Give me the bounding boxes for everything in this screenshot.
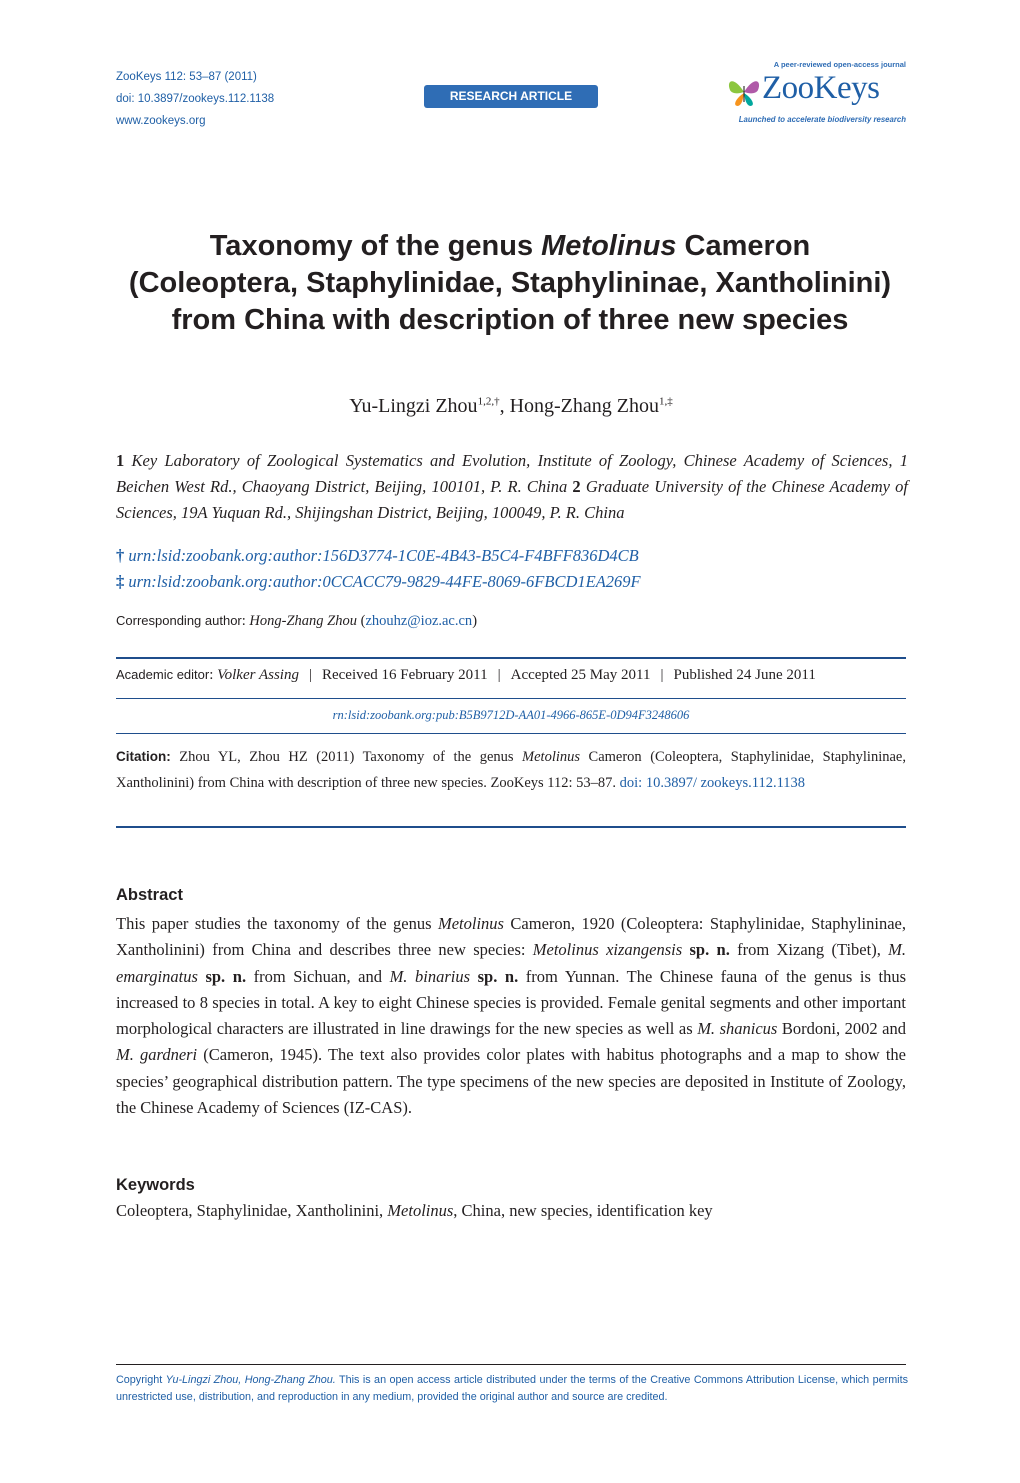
journal-reference: ZooKeys 112: 53–87 (2011) bbox=[116, 71, 257, 83]
author-name: Hong-Zhang Zhou bbox=[509, 395, 659, 417]
copyright-holders: Yu-Lingzi Zhou, Hong-Zhang Zhou. bbox=[165, 1374, 336, 1386]
abstract-species: Metolinus xizangensis bbox=[532, 940, 683, 960]
colon: : bbox=[209, 667, 218, 683]
affiliation-text: Graduate University of the Chinese Academy of Sciences, 19A Yuquan Rd., Shijingshan District, Beijing, 100049, P. R. China bbox=[116, 477, 908, 522]
dagger-mark: † bbox=[116, 546, 125, 565]
academic-editor-label: Academic editor bbox=[116, 667, 210, 682]
abstract-genus: Metolinus bbox=[437, 914, 504, 933]
affiliation-number: 1 bbox=[116, 451, 125, 470]
editorial-dates bbox=[116, 667, 906, 684]
citation-label: Citation: bbox=[116, 749, 171, 764]
title-line-2: (Coleoptera, Staphylinidae, Staphylininae, Xantholinini) bbox=[128, 267, 892, 299]
colon: : bbox=[241, 613, 250, 629]
abstract-sp-n: sp. n. bbox=[682, 940, 730, 960]
title-line-1 bbox=[90, 228, 930, 265]
publication-lsid-link[interactable]: rn:lsid:zoobank.org:pub:B5B9712D-AA01-4966-865E-0D94F3248606 bbox=[332, 708, 690, 722]
corresponding-author bbox=[116, 613, 477, 630]
keywords-genus: Metolinus bbox=[387, 1201, 454, 1220]
separator: | bbox=[497, 667, 501, 683]
abstract-sp-n: sp. n. bbox=[197, 966, 247, 986]
abstract-text: from Xizang (Tibet), bbox=[729, 940, 889, 960]
footer-divider bbox=[116, 1364, 906, 1365]
title-text: Taxonomy of the genus bbox=[209, 230, 542, 262]
zookeys-logo bbox=[724, 60, 908, 128]
received-date: Received 16 February 2011 bbox=[321, 667, 488, 683]
logo-tagline: A peer-reviewed open-access journal bbox=[773, 60, 906, 69]
citation-text: Zhou YL, Zhou HZ (2011) Taxonomy of the genus bbox=[170, 749, 523, 765]
corresponding-author-label: Corresponding author bbox=[116, 613, 242, 628]
citation-genus: Metolinus bbox=[522, 749, 581, 765]
abstract-species: M. emarginatus bbox=[116, 940, 907, 986]
divider-middle-2 bbox=[116, 733, 906, 734]
journal-header-info bbox=[116, 66, 274, 132]
lsid-row bbox=[116, 569, 641, 595]
divider-top bbox=[116, 657, 906, 659]
paren: ( bbox=[356, 613, 366, 629]
abstract-species: M. binarius bbox=[389, 966, 471, 986]
author-list bbox=[116, 395, 906, 418]
abstract-text: from Sichuan, and bbox=[246, 966, 390, 986]
corresponding-author-name: Hong-Zhang Zhou bbox=[249, 613, 357, 629]
published-date: Published 24 June 2011 bbox=[673, 667, 816, 683]
affiliation-text: Key Laboratory of Zoological Systematics and Evolution, Institute of Zoology, Chinese Academy of Sciences, 1 Beichen West Rd., Chaoyang District, Beijing, 100101, P. R. China bbox=[116, 451, 908, 496]
citation bbox=[116, 744, 906, 796]
author-affiliation-marks: 1,‡ bbox=[658, 395, 673, 408]
abstract-heading: Abstract bbox=[116, 886, 183, 904]
affiliation-number: 2 bbox=[572, 477, 581, 496]
abstract-body bbox=[116, 911, 906, 1121]
abstract-text: from Yunnan. The Chinese fauna of the genus is thus increased to 8 species in total. A key to eight Chinese species is provided. Female genital segments and other important morphological characters are illustrated in line drawings for the new species as well as bbox=[116, 966, 907, 1039]
abstract-species: M. gardneri bbox=[116, 1045, 198, 1065]
copyright-notice bbox=[116, 1372, 908, 1406]
keywords-heading: Keywords bbox=[116, 1176, 195, 1194]
citation-doi-label[interactable]: doi: bbox=[619, 775, 643, 791]
copyright-text: Copyright bbox=[116, 1374, 166, 1386]
author-separator: , bbox=[499, 395, 510, 417]
article-doi[interactable]: doi: 10.3897/zookeys.112.1138 bbox=[116, 93, 275, 105]
research-article-badge: RESEARCH ARTICLE bbox=[424, 85, 598, 108]
accepted-date: Accepted 25 May 2011 bbox=[510, 667, 651, 683]
divider-bottom bbox=[116, 826, 906, 828]
academic-editor-name[interactable]: Volker Assing bbox=[217, 667, 299, 683]
separator: | bbox=[660, 667, 664, 683]
citation-doi-link[interactable]: 10.3897/ zookeys.112.1138 bbox=[645, 775, 806, 791]
corresponding-author-email[interactable]: zhouhz@ioz.ac.cn bbox=[365, 613, 473, 629]
copyright-text: This is an open access article distributed under the terms of the Creative Commons Attribution License, which permits unrestricted use, distribution, and reproduction in any medium, provided the original author and source are credited. bbox=[116, 1374, 908, 1403]
abstract-text: (Cameron, 1945). The text also provides color plates with habitus photographs and a map to show the species’ geographical distribution pattern. The type specimens of the new species are deposited in Institute of Zoology, the Chinese Academy of Sciences (IZ-CAS). bbox=[116, 1045, 907, 1118]
abstract-text: Bordoni, 2002 and bbox=[777, 1019, 906, 1039]
keywords-list bbox=[116, 1201, 906, 1221]
title-line-3: from China with description of three new species bbox=[171, 304, 849, 336]
paren: ) bbox=[472, 613, 478, 629]
keywords-text: Coleoptera, Staphylinidae, Xantholinini, bbox=[116, 1201, 388, 1220]
abstract-text: Cameron, 1920 (Coleoptera: Staphylinidae, Staphylininae, Xantholinini) from China and describes three new species: bbox=[116, 914, 906, 960]
author-lsids bbox=[116, 543, 641, 595]
author-name: Yu-Lingzi Zhou bbox=[349, 395, 478, 417]
keywords-text: , China, new species, identification key bbox=[453, 1201, 713, 1220]
logo-name: ZooKeys bbox=[762, 70, 880, 106]
affiliations bbox=[116, 448, 908, 526]
author-affiliation-marks: 1,2,† bbox=[477, 395, 500, 408]
separator: | bbox=[308, 667, 312, 683]
logo-slogan: Launched to accelerate biodiversity research bbox=[738, 115, 906, 124]
abstract-species: M. shanicus bbox=[697, 1019, 778, 1039]
butterfly-logo-icon bbox=[724, 72, 764, 112]
journal-website-link[interactable]: www.zookeys.org bbox=[116, 115, 206, 127]
title-genus: Metolinus bbox=[541, 230, 677, 262]
title-text: Cameron bbox=[676, 230, 811, 262]
double-dagger-mark: ‡ bbox=[116, 572, 125, 591]
lsid-row bbox=[116, 543, 641, 569]
divider-middle bbox=[116, 698, 906, 699]
abstract-text: This paper studies the taxonomy of the genus bbox=[116, 914, 438, 933]
lsid-link[interactable]: urn:lsid:zoobank.org:author:0CCACC79-9829-44FE-8069-6FBCD1EA269F bbox=[128, 572, 641, 591]
article-title bbox=[90, 228, 930, 339]
citation-text: Cameron (Coleoptera, Staphylinidae, Staphylininae, Xantholinini) from China with description of three new species. ZooKeys 112: 53–87. bbox=[116, 749, 906, 791]
abstract-sp-n: sp. n. bbox=[470, 966, 519, 986]
lsid-link[interactable]: urn:lsid:zoobank.org:author:156D3774-1C0E-4B43-B5C4-F4BFF836D4CB bbox=[128, 546, 639, 565]
